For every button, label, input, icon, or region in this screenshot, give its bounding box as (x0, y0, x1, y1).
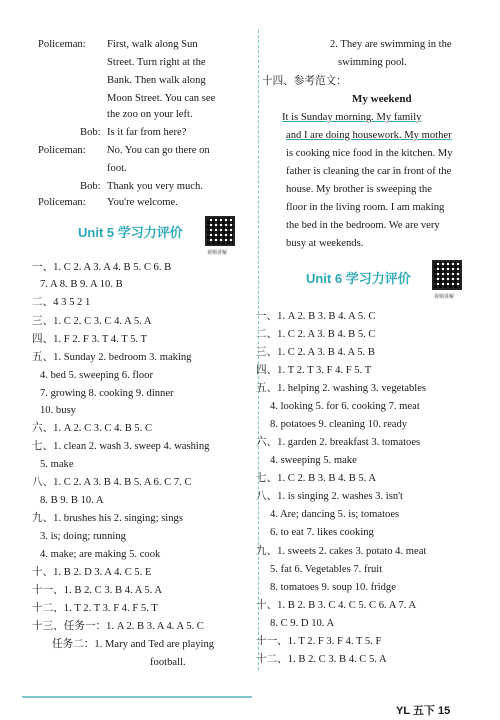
answer-line: 二、1. C 2. A 3. B 4. B 5. C (256, 329, 376, 340)
speaker-label: Policeman: (38, 39, 86, 50)
answer-line: 8. B 9. B 10. A (40, 495, 104, 506)
answer-line: 十、1. B 2. B 3. C 4. C 5. C 6. A 7. A (256, 600, 417, 611)
answer-line: 十三、任务一：1. A 2. B 3. A 4. A 5. C (32, 621, 204, 632)
answer-line: 任务二：1. Mary and Ted are playing (52, 639, 215, 650)
answer-line: 五、1. Sunday 2. bedroom 3. making (32, 352, 192, 363)
answer-line: 10. busy (40, 405, 76, 416)
essay-line: father is cleaning the car in front of the (286, 166, 452, 177)
answer-line: 十二、1. T 2. T 3. F 4. F 5. T (32, 603, 158, 614)
qr-code-icon[interactable] (432, 260, 462, 290)
qr-label: 视频讲解 (434, 294, 455, 300)
answer-line: football. (150, 657, 186, 668)
answer-line: 九、1. brushes his 2. singing; sings (32, 513, 183, 524)
essay-line: the bed in the bedroom. We are very (286, 220, 440, 231)
dialogue-line: You're welcome. (107, 197, 178, 208)
dialogue-line: Bank. Then walk along (107, 75, 206, 86)
answer-line: 2. They are swimming in the (330, 39, 452, 50)
answer-line: 7. growing 8. cooking 9. dinner (40, 388, 174, 399)
answer-line: 八、1. C 2. A 3. B 4. B 5. A 6. C 7. C (32, 477, 192, 488)
answer-line: 七、1. C 2. B 3. B 4. B 5. A (256, 473, 377, 484)
answer-line: 8. potatoes 9. cleaning 10. ready (270, 419, 408, 430)
answer-line: 六、1. garden 2. breakfast 3. tomatoes (256, 437, 421, 448)
speaker-label: Policeman: (38, 197, 86, 208)
essay-line: busy at weekends. (286, 238, 364, 249)
answer-line: 4. looking 5. for 6. cooking 7. meat (270, 401, 420, 412)
dialogue-line: No. You can go there on (107, 145, 210, 156)
answer-line: 一、1. C 2. A 3. A 4. B 5. C 6. B (32, 262, 172, 273)
answer-line: 8. tomatoes 9. soup 10. fridge (270, 582, 396, 593)
essay-highlight: and I are doing housework. My mother (286, 130, 452, 141)
page-footer: YL 五下 15 (396, 705, 451, 717)
answer-line: 九、1. sweets 2. cakes 3. potato 4. meat (256, 546, 427, 557)
answer-line: 5. make (40, 459, 74, 470)
qr-label: 视频讲解 (207, 250, 228, 256)
dialogue-line: Thank you very much. (107, 181, 203, 192)
essay-highlight: It is Sunday morning. My family (282, 112, 422, 123)
answer-line: 七、1. clean 2. wash 3. sweep 4. washing (32, 441, 210, 452)
qr-code-icon[interactable] (205, 216, 235, 246)
bottom-rule (22, 696, 252, 698)
unit6-title: Unit 6 学习力评价 (306, 271, 411, 286)
speaker-label: Bob: (80, 127, 101, 138)
essay-line: floor in the living room. I am making (286, 202, 445, 213)
essay-line: house. My brother is sweeping the (286, 184, 432, 195)
dialogue-line: the zoo on your left. (107, 109, 193, 120)
essay-title: My weekend (352, 93, 412, 105)
answer-line: 一、1. A 2. B 3. B 4. A 5. C (256, 311, 376, 322)
answer-line: 三、1. C 2. A 3. B 4. A 5. B (256, 347, 375, 358)
answer-line: 5. fat 6. Vegetables 7. fruit (270, 564, 383, 575)
answer-line: 十一、1. B 2. C 3. B 4. A 5. A (32, 585, 163, 596)
answer-line: 八、1. is singing 2. washes 3. isn't (256, 491, 403, 502)
dialogue-line: Street. Turn right at the (107, 57, 206, 68)
section-14-label: 十四、参考范文： (262, 76, 347, 87)
essay-line (282, 111, 421, 125)
answer-line: 十一、1. T 2. F 3. F 4. T 5. F (256, 636, 382, 647)
answer-line: 三、1. C 2. C 3. C 4. A 5. A (32, 316, 152, 327)
answer-line: 8. C 9. D 10. A (270, 618, 335, 629)
answer-line: 四、1. F 2. F 3. T 4. T 5. T (32, 334, 147, 345)
speaker-label: Bob: (80, 181, 101, 192)
answer-line: 四、1. T 2. T 3. F 4. F 5. T (256, 365, 372, 376)
essay-line: is cooking nice food in the kitchen. My (286, 148, 453, 159)
answer-line: 7. A 8. B 9. A 10. B (40, 279, 123, 290)
answer-line: 十二、1. B 2. C 3. B 4. C 5. A (256, 654, 387, 665)
dialogue-line: Moon Street. You can see (107, 93, 216, 104)
dialogue-line: foot. (107, 163, 127, 174)
speaker-label: Policeman: (38, 145, 86, 156)
answer-line: 4. Are; dancing 5. is; tomatoes (270, 509, 400, 520)
answer-line: 十、1. B 2. D 3. A 4. C 5. E (32, 567, 152, 578)
answer-line: 4. sweeping 5. make (270, 455, 357, 466)
answer-line: 六、1. A 2. C 3. C 4. B 5. C (32, 423, 153, 434)
answer-line: 6. to eat 7. likes cooking (270, 527, 374, 538)
essay-line (286, 129, 452, 143)
answer-line: 3. is; doing; running (40, 531, 126, 542)
answer-line: swimming pool. (338, 57, 407, 68)
unit5-title: Unit 5 学习力评价 (78, 225, 183, 240)
answer-line: 4. make; are making 5. cook (40, 549, 161, 560)
answer-line: 二、4 3 5 2 1 (32, 297, 91, 308)
dialogue-line: Is it far from here? (107, 127, 187, 138)
answer-line: 4. bed 5. sweeping 6. floor (40, 370, 153, 381)
answer-line: 五、1. helping 2. washing 3. vegetables (256, 383, 427, 394)
dialogue-line: First, walk along Sun (107, 39, 198, 50)
